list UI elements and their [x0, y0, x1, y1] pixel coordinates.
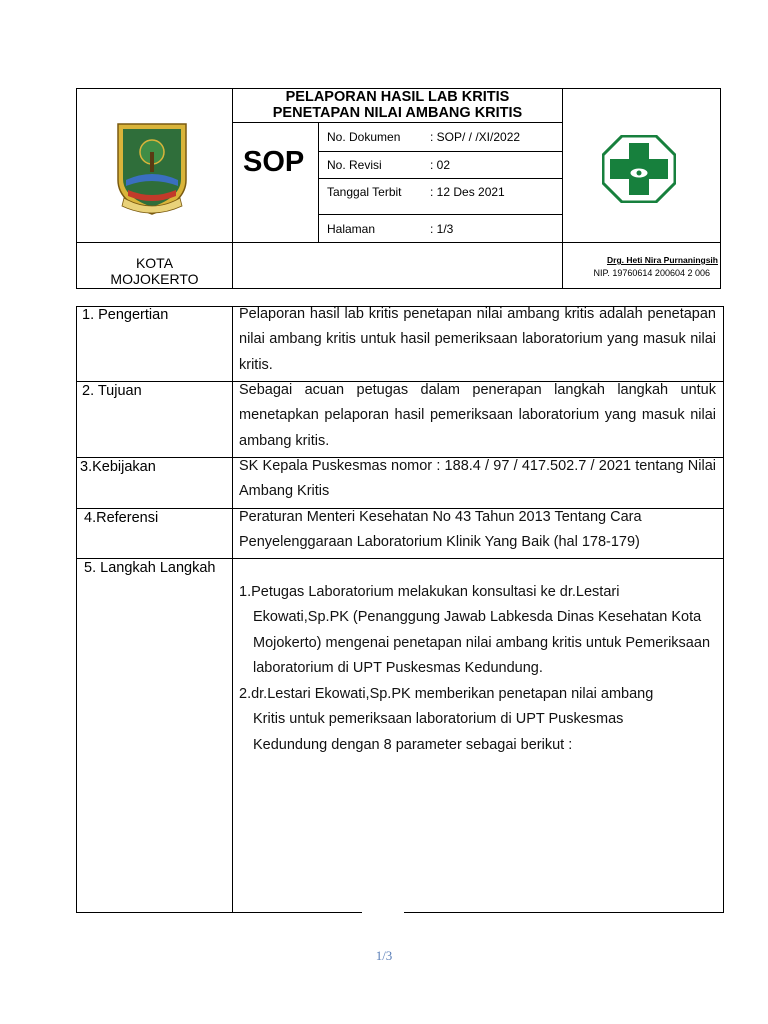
document-title-line2: PENETAPAN NILAI AMBANG KRITIS — [272, 105, 523, 121]
region-line2: MOJOKERTO — [110, 271, 199, 287]
meta-label-issue-date: Tanggal Terbit — [327, 185, 402, 199]
meta-value-revision: : 02 — [430, 158, 451, 172]
section-text-purpose: Sebagai acuan petugas dalam penerapan langkah langkah untuk menetapkan pelaporan hasil pemeriksaan laboratorium yang masuk nilai ambang kritis. — [239, 382, 716, 449]
meta-value-page: : 1/3 — [430, 222, 454, 236]
meta-value-document-number: : SOP/ / /XI/2022 — [430, 130, 521, 144]
city-seal-icon — [114, 122, 190, 216]
meta-value-issue-date: : 12 Des 2021 — [430, 185, 505, 199]
page-number: 1/3 — [375, 948, 393, 963]
region-line1: KOTA — [135, 255, 174, 271]
region-name — [77, 255, 232, 287]
section-label-steps: 5. Langkah Langkah — [80, 560, 216, 576]
section-label-definition: 1. Pengertian — [82, 307, 169, 323]
document-title-line1: PELAPORAN HASIL LAB KRITIS — [285, 89, 510, 105]
meta-label-revision: No. Revisi — [327, 158, 382, 172]
step-item-1: 1.Petugas Laboratorium melakukan konsultasi ke dr.Lestari Ekowati,Sp.PK (Penanggung Jawab Labkesda Dinas Kesehatan Kota Mojokerto) mengenai penetapan nilai ambang kritis untuk Pemeriksaan laboratorium di UPT Puskesmas Kedundung. — [239, 584, 711, 676]
meta-label-page: Halaman — [327, 222, 376, 236]
sop-label: SOP — [243, 146, 305, 178]
section-label-reference: 4.Referensi — [80, 510, 159, 526]
section-label-purpose: 2. Tujuan — [82, 383, 142, 399]
signatory-nip: NIP. 19760614 200604 2 006 — [593, 268, 710, 278]
puskesmas-cross-icon — [602, 135, 676, 203]
section-text-reference: Peraturan Menteri Kesehatan No 43 Tahun 2013 Tentang Cara Penyelenggaraan Laboratorium Klinik Yang Baik (hal 178-179) — [239, 509, 642, 551]
meta-label-document-number: No. Dokumen — [327, 130, 401, 144]
signatory-name: Drg. Heti Nira Purnaningsih — [607, 255, 718, 265]
section-text-definition: Pelaporan hasil lab kritis penetapan nilai ambang kritis adalah penetapan nilai ambang kritis untuk hasil pemeriksaan laboratorium yang masuk nilai kritis. — [239, 306, 716, 373]
step-item-2: 2.dr.Lestari Ekowati,Sp.PK memberikan penetapan nilai ambang Kritis untuk pemeriksaan laboratorium di UPT Puskesmas Kedundung dengan 8 parameter sebagai berikut : — [239, 686, 654, 753]
section-label-policy: 3.Kebijakan — [80, 459, 156, 475]
section-text-policy: SK Kepala Puskesmas nomor : 188.4 / 97 / 417.502.7 / 2021 tentang Nilai Ambang Kritis — [239, 458, 716, 500]
